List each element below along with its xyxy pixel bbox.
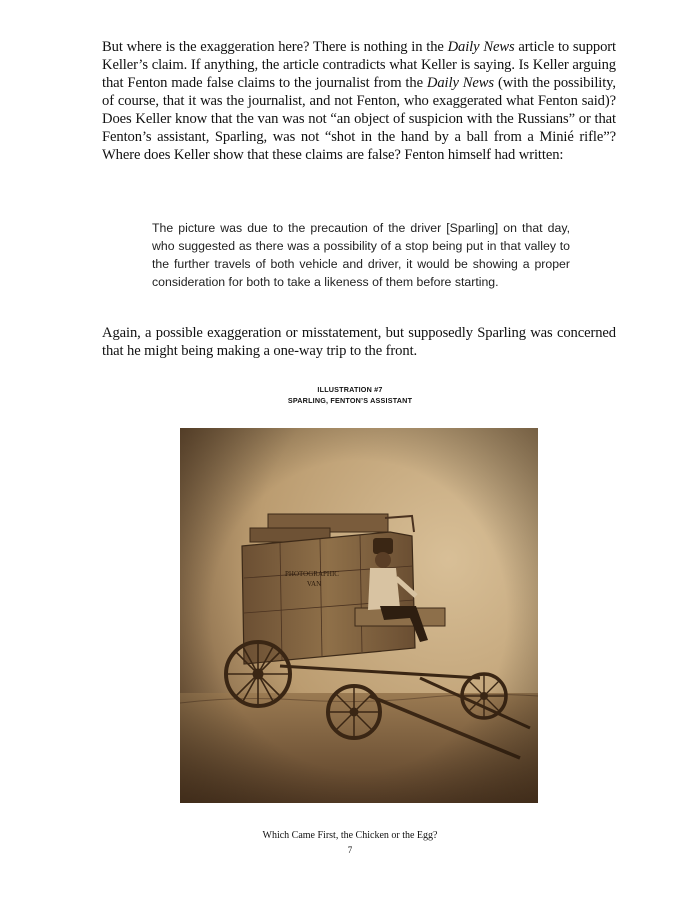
- running-footer-title: Which Came First, the Chicken or the Egg?: [262, 830, 438, 841]
- block-quote: The picture was due to the precaution of the driver [Sparling] on that day, who suggested as there was a possibility of a stop being put in that valley to the further travels of both vehicle and driver, it would be showing a proper consideration for both to take a likeness of them before starting.: [152, 221, 570, 289]
- illustration-number: ILLUSTRATION #7: [317, 385, 383, 394]
- photo-vignette: [180, 428, 538, 803]
- publication-name: Daily News: [426, 75, 494, 91]
- illustration-title: SPARLING, FENTON’S ASSISTANT: [287, 396, 413, 405]
- page-number: 7: [347, 845, 353, 855]
- body-paragraph-2: Again, a possible exaggeration or misstatement, but supposedly Sparling was concerned that he might being making a one-way trip to the front.: [102, 325, 616, 359]
- illustration-photo: [180, 428, 538, 803]
- body-paragraph-1: [102, 38, 616, 164]
- text-run: But where is the exaggeration here? There is nothing in the: [102, 39, 448, 55]
- text-run: article to support Keller’s claim. If anything, the article contradicts what Keller is saying. Is Keller arguing that Fenton made false claims to the journalist from the: [102, 39, 616, 91]
- publication-name: Daily News: [447, 39, 515, 55]
- text-run: (with the possibility, of course, that it was the journalist, and not Fenton, who exaggerated what Fenton said)? Does Keller know that the van was not “an object of suspicion with the Russians” or that Fenton’s assistant, Sparling, was not “shot in the hand by a ball from a Minié rifle”? Where does Keller show that these claims are false? Fenton himself had written:: [102, 75, 616, 163]
